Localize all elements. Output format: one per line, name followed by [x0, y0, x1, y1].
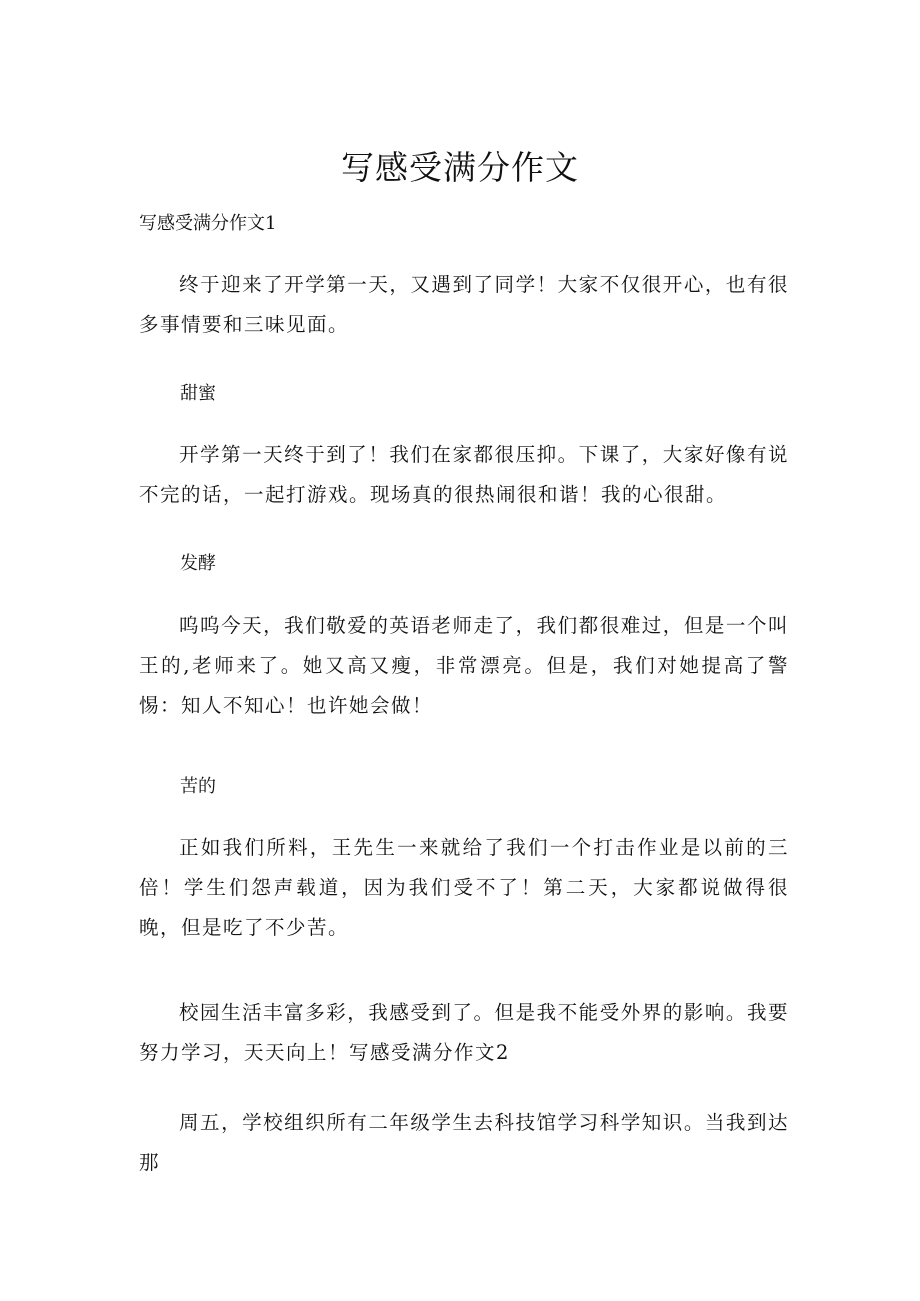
paragraph-4: 正如我们所料，王先生一来就给了我们一个打击作业是以前的三倍！学生们怨声载道，因为我们受不了！第二天，大家都说做得很晚，但是吃了不少苦。	[139, 836, 789, 939]
document-title: 写感受满分作文	[341, 148, 579, 187]
paragraph-1: 终于迎来了开学第一天，又遇到了同学！大家不仅很开心，也有很多事情要和三味见面。	[139, 273, 789, 336]
paragraph-6: 周五，学校组织所有二年级学生去科技馆学习科学知识。当我到达那	[139, 1111, 789, 1174]
paragraph-2: 开学第一天终于到了！我们在家都很压抑。下课了，大家好像有说不完的话，一起打游戏。现场真的很热闹很和谐！我的心很甜。	[139, 443, 789, 506]
paragraph-3: 呜呜今天，我们敬爱的英语老师走了，我们都很难过，但是一个叫王的,老师来了。她又高又瘦，非常漂亮。但是，我们对她提高了警惕：知人不知心！也许她会做！	[139, 614, 789, 717]
label-bitter: 苦的	[180, 776, 216, 797]
section-heading-1: 写感受满分作文1	[139, 213, 277, 234]
label-ferment: 发酵	[180, 553, 216, 574]
label-sweet: 甜蜜	[180, 383, 216, 404]
paragraph-5: 校园生活丰富多彩，我感受到了。但是我不能受外界的影响。我要努力学习，天天向上！写感受满分作文2	[139, 1001, 789, 1064]
